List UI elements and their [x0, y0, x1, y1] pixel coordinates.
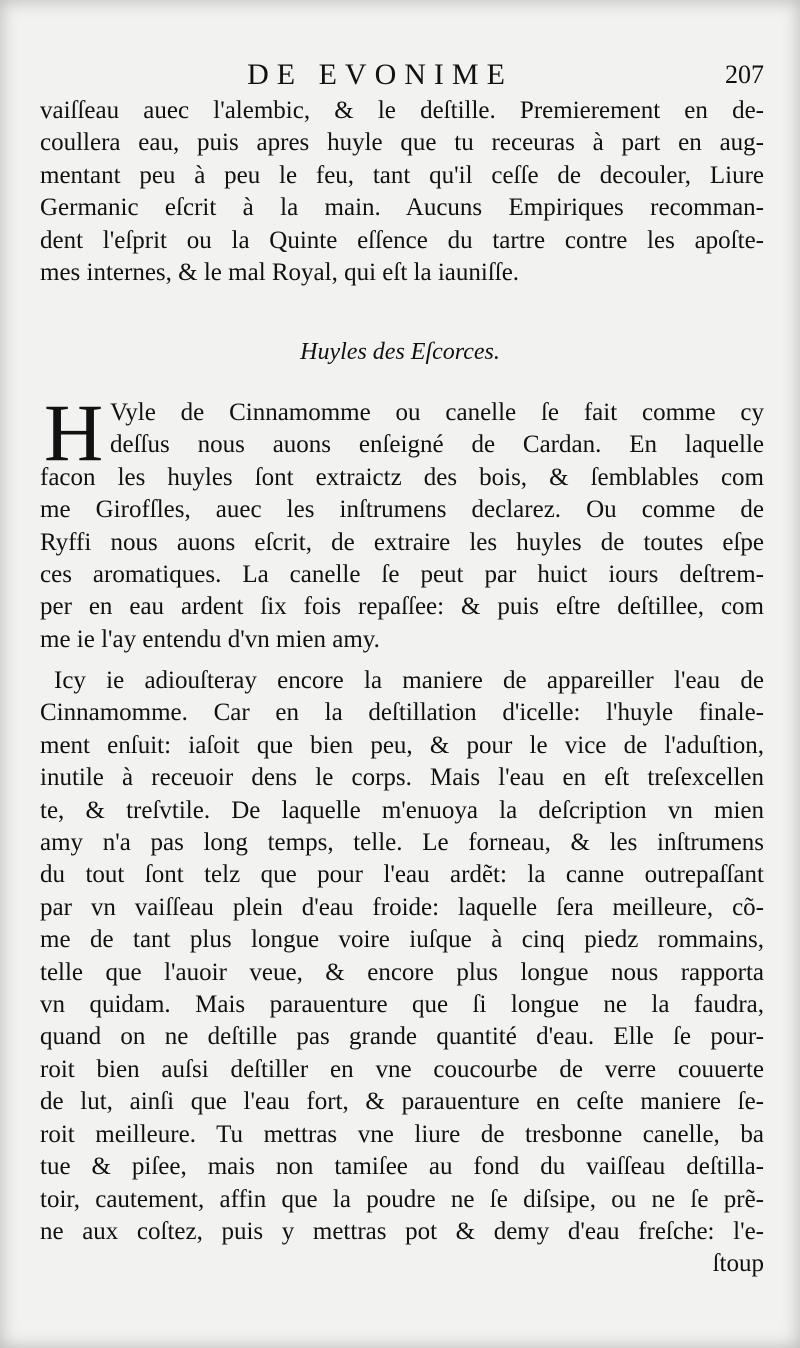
text-line: te, & treſvtile. De laquelle m'enuoya la deſcription vn mien: [40, 796, 764, 824]
text-line: roit bien auſsi deſtiller en vne coucourbe de verre couuerte: [40, 1055, 764, 1083]
text-line: mes internes, & le mal Royal, qui eſt la iauniſſe.: [40, 259, 520, 287]
text-line: inutile à receuoir dens le corps. Mais l'eau en eſt treſexcellen: [40, 764, 764, 792]
text-line: telle que l'auoir veue, & encore plus longue nous rapporta: [40, 958, 764, 986]
text-line: Icy ie adiouſteray encore la maniere de appareiller l'eau de: [54, 667, 764, 694]
drop-cap: H: [44, 387, 104, 478]
text-line: roit meilleure. Tu mettras vne liure de tresbonne canelle, ba: [40, 1120, 764, 1148]
text-line: vn quidam. Mais parauenture que ſi longue ne la faudra,: [40, 991, 764, 1019]
running-title: DE EVONIME: [247, 58, 513, 91]
text-line: Vyle de Cinnamomme ou canelle ſe fait comme cy: [110, 399, 764, 426]
text-line: facon les huyles ſont extraictz des bois, & ſemblables com: [40, 463, 764, 491]
text-line: tue & piſee, mais non tamiſee au fond du vaiſſeau deſtilla-: [40, 1153, 764, 1181]
text-line: Germanic eſcrit à la main. Aucuns Empiriques recomman-: [40, 194, 764, 222]
text-line: me Girofſles, auec les inſtrumens declarez. Ou comme de: [40, 496, 764, 524]
text-line: quand on ne deſtille pas grande quantité d'eau. Elle ſe pour-: [40, 1023, 764, 1051]
text-line: par vn vaiſſeau plein d'eau froide: laquelle ſera meilleure, cõ-: [40, 893, 764, 921]
text-line: du tout ſont telz que pour l'eau ardẽt: la canne outrepaſſant: [40, 861, 764, 889]
catchword: ſtoup: [712, 1250, 764, 1278]
text-line: per en eau ardent ſix fois repaſſee: & puis eſtre deſtillee, com: [40, 593, 764, 621]
text-line: amy n'a pas long temps, telle. Le forneau, & les inſtrumens: [40, 829, 764, 857]
text-line: ment enſuit: iaſoit que bien peu, & pour le vice de l'aduſtion,: [40, 731, 764, 759]
text-line: deſſus nous auons enſeigné de Cardan. En laquelle: [110, 431, 764, 459]
text-line: mentant peu à peu le feu, tant qu'il ceſſe de decouler, Liure: [40, 161, 764, 189]
text-line: ne aux coſtez, puis y mettras pot & demy d'eau freſche: l'e-: [40, 1217, 764, 1245]
paragraph-cinnamon-oil: [40, 387, 764, 656]
text-line: dent l'eſprit ou la Quinte eſſence du tartre contre les apoſte-: [40, 226, 764, 254]
text-line: me ie l'ay entendu d'vn mien amy.: [40, 625, 380, 653]
page-header: [0, 58, 800, 92]
paragraph-cinnamon-water: [40, 665, 764, 1281]
text-line: me de tant plus longue voire iuſque à cinq piedz rommains,: [40, 926, 764, 954]
text-line: coullera eau, puis apres huyle que tu receuras à part en aug-: [40, 129, 764, 157]
text-line: vaiſſeau auec l'alembic, & le deſtille. Premierement en de-: [40, 97, 764, 124]
section-title: Huyles des Eſcorces.: [300, 339, 500, 365]
paragraph-continuation: [40, 95, 764, 289]
text-line: de lut, ainſi que l'eau fort, & parauenture en ceſte maniere ſe-: [40, 1088, 764, 1116]
text-line: Ryffi nous auons eſcrit, de extraire les huyles de toutes eſpe: [40, 528, 764, 556]
text-line: Cinnamomme. Car en la deſtillation d'icelle: l'huyle finale-: [40, 699, 764, 727]
text-line: toir, cautement, affin que la poudre ne ſe diſsipe, ou ne ſe prẽ-: [40, 1185, 764, 1213]
text-line: ces aromatiques. La canelle ſe peut par huict iours deſtrem-: [40, 561, 764, 589]
page-number: 207: [725, 60, 764, 89]
